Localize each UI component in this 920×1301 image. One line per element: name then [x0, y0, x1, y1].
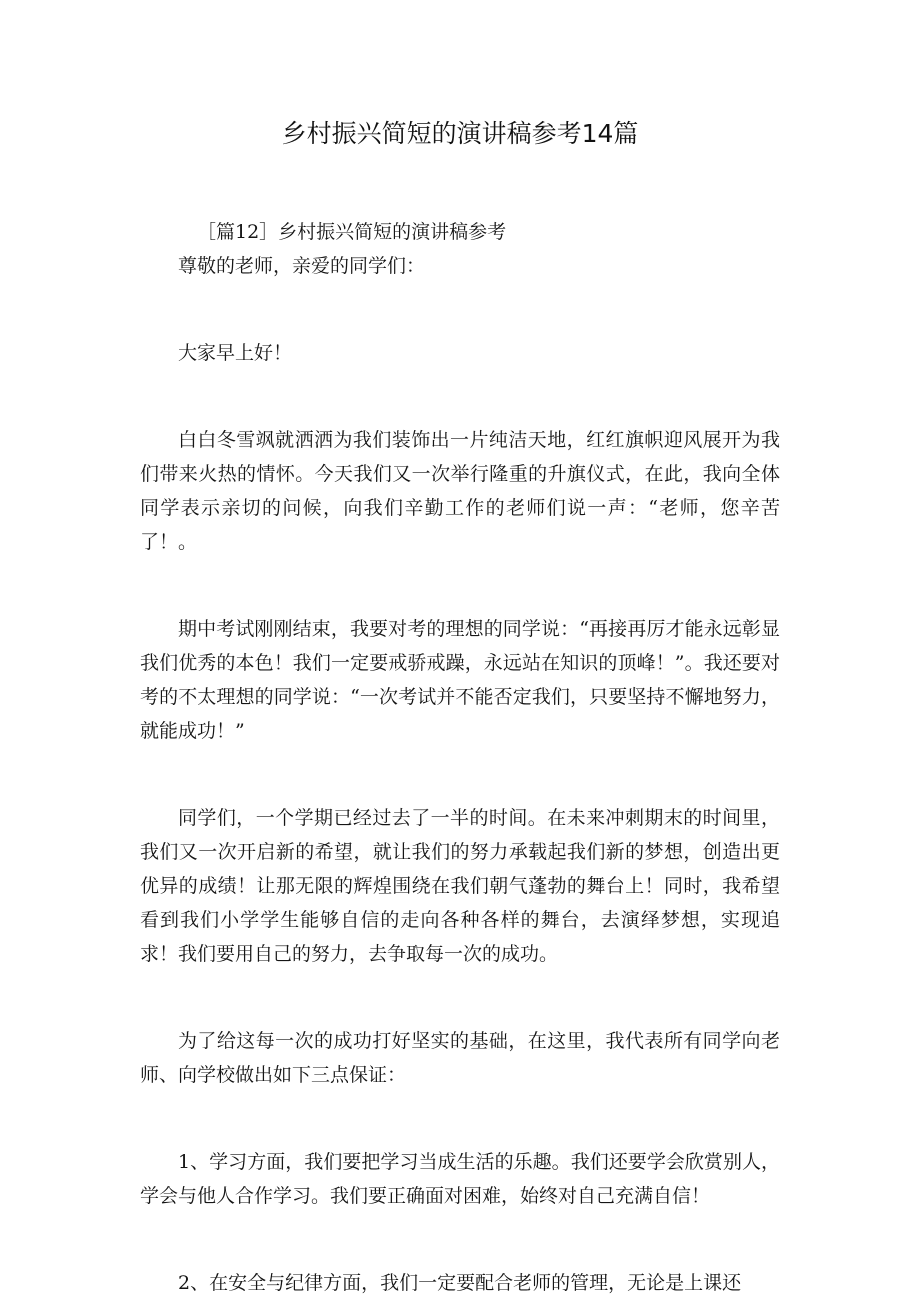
- paragraph-pledge-intro: 为了给这每一次的成功打好坚实的基础，在这里，我代表所有同学向老师、向学校做出如下三点保证：: [140, 1030, 780, 1086]
- section-heading: ［篇12］乡村振兴简短的演讲稿参考: [197, 221, 507, 243]
- paragraph-midterm-exam: 期中考试刚刚结束，我要对考的理想的同学说：“再接再厉才能永远彰显我们优秀的本色！我们一定要戒骄戒躁，永远站在知识的顶峰！”。我还要对考的不太理想的同学说：“一次考试并不能否定我们，只要坚持不懈地努力，就能成功！”: [140, 618, 780, 742]
- paragraph-pledge-study: 1、学习方面，我们要把学习当成生活的乐趣。我们还要学会欣赏别人，学会与他人合作学习。我们要正确面对困难，始终对自己充满自信！: [140, 1151, 780, 1207]
- paragraph-winter-flag: 白白冬雪飒就洒洒为我们装饰出一片纯洁天地，红红旗帜迎风展开为我们带来火热的情怀。今天我们又一次举行隆重的升旗仪式，在此，我向全体同学表示亲切的问候，向我们辛勤工作的老师们说一声：“老师，您辛苦了！。: [140, 429, 780, 553]
- paragraph-semester: 同学们，一个学期已经过去了一半的时间。在未来冲刺期末的时间里，我们又一次开启新的希望，就让我们的努力承载起我们新的梦想，创造出更优异的成绩！让那无限的辉煌围绕在我们朝气蓬勃的舞台上！同时，我希望看到我们小学学生能够自信的走向各种各样的舞台，去演绎梦想，实现追求！我们要用自己的努力，去争取每一次的成功。: [140, 807, 780, 965]
- paragraph-pledge-safety: 2、在安全与纪律方面，我们一定要配合老师的管理，无论是上课还: [178, 1272, 742, 1294]
- document-body: [140, 215, 780, 1300]
- salutation: 尊敬的老师，亲爱的同学们：: [178, 255, 426, 277]
- document-title: 乡村振兴简短的演讲稿参考14篇: [281, 119, 639, 148]
- paragraph-greeting: 大家早上好！: [178, 342, 293, 364]
